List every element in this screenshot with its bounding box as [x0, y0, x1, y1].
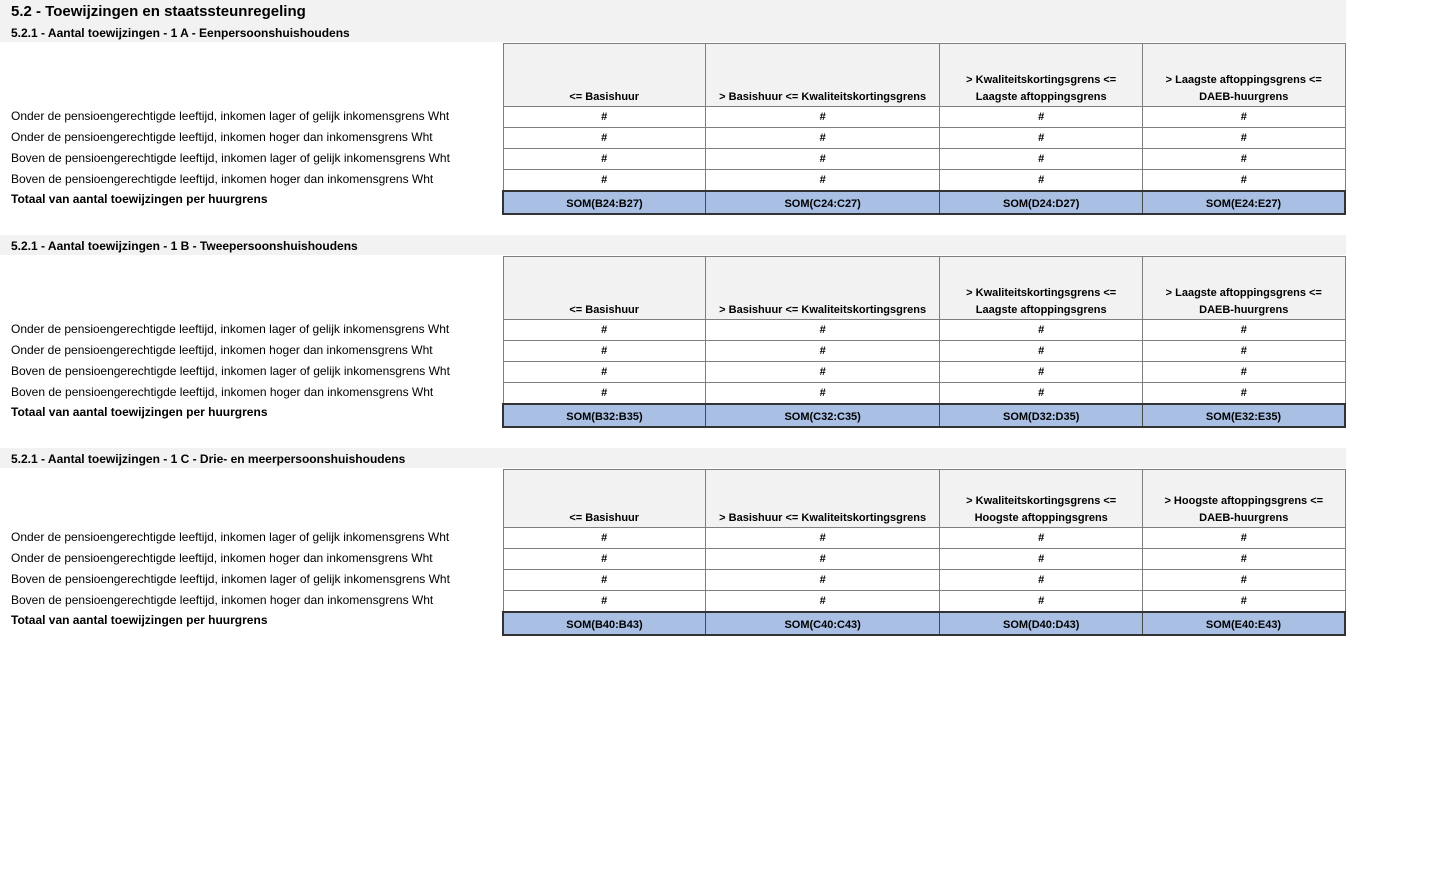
value-cell[interactable]: # [705, 320, 939, 341]
value-cell[interactable]: # [1143, 149, 1345, 170]
header-row [503, 257, 1345, 320]
column-header-line: > Basishuur <= Kwaliteitskortingsgrens [719, 91, 927, 103]
total-cell[interactable]: SOM(D40:D43) [940, 612, 1143, 635]
total-cell[interactable]: SOM(C32:C35) [705, 404, 939, 427]
value-cell[interactable]: # [705, 549, 939, 570]
header-row [503, 470, 1345, 528]
value-cell[interactable]: # [1143, 341, 1345, 362]
column-header [705, 470, 939, 528]
column-header-line: > Kwaliteitskortingsgrens <= [966, 495, 1117, 507]
value-cell[interactable]: # [940, 341, 1143, 362]
column-header [1143, 44, 1345, 107]
column-header [940, 44, 1143, 107]
value-cell[interactable]: # [503, 549, 705, 570]
row-label: Onder de pensioengerechtigde leeftijd, inkomen hoger dan inkomensgrens Wht [11, 343, 433, 357]
table-row [503, 591, 1345, 613]
column-header [1143, 470, 1345, 528]
section-2 [0, 235, 1346, 435]
value-cell[interactable]: # [705, 341, 939, 362]
row-label: Onder de pensioengerechtigde leeftijd, inkomen hoger dan inkomensgrens Wht [11, 551, 433, 565]
section-1 [0, 22, 1346, 222]
value-cell[interactable]: # [1143, 362, 1345, 383]
value-cell[interactable]: # [705, 570, 939, 591]
value-cell[interactable]: # [940, 149, 1143, 170]
value-cell[interactable]: # [1143, 591, 1345, 613]
value-cell[interactable]: # [940, 362, 1143, 383]
total-label: Totaal van aantal toewijzingen per huurgrens [11, 405, 268, 419]
value-cell[interactable]: # [1143, 383, 1345, 405]
table-row [503, 128, 1345, 149]
row-label: Onder de pensioengerechtigde leeftijd, inkomen lager of gelijk inkomensgrens Wht [11, 322, 450, 336]
column-header-line: > Basishuur <= Kwaliteitskortingsgrens [719, 304, 927, 316]
column-header-line: <= Basishuur [569, 512, 640, 524]
column-header [705, 257, 939, 320]
value-cell[interactable]: # [940, 128, 1143, 149]
value-cell[interactable]: # [503, 528, 705, 549]
value-cell[interactable]: # [1143, 570, 1345, 591]
value-cell[interactable]: # [503, 107, 705, 128]
total-cell[interactable]: SOM(C24:C27) [705, 191, 939, 214]
section-title: 5.2.1 - Aantal toewijzingen - 1 B - Tweepersoonshuishoudens [11, 239, 358, 253]
page-title: 5.2 - Toewijzingen en staatssteunregeling [11, 3, 306, 20]
value-cell[interactable]: # [940, 549, 1143, 570]
value-cell[interactable]: # [1143, 549, 1345, 570]
row-label: Boven de pensioengerechtigde leeftijd, inkomen hoger dan inkomensgrens Wht [11, 385, 434, 399]
row-label: Onder de pensioengerechtigde leeftijd, inkomen lager of gelijk inkomensgrens Wht [11, 109, 450, 123]
section-3 [0, 448, 1346, 648]
value-cell[interactable]: # [705, 591, 939, 613]
total-cell[interactable]: SOM(B40:B43) [503, 612, 705, 635]
table-row [503, 362, 1345, 383]
column-header-line: DAEB-huurgrens [1199, 512, 1289, 524]
row-label: Boven de pensioengerechtigde leeftijd, inkomen hoger dan inkomensgrens Wht [11, 593, 434, 607]
row-label: Boven de pensioengerechtigde leeftijd, inkomen hoger dan inkomensgrens Wht [11, 172, 434, 186]
column-header [503, 257, 705, 320]
column-header-line: DAEB-huurgrens [1199, 91, 1289, 103]
value-cell[interactable]: # [503, 570, 705, 591]
row-label: Boven de pensioengerechtigde leeftijd, inkomen lager of gelijk inkomensgrens Wht [11, 364, 450, 378]
value-cell[interactable]: # [705, 528, 939, 549]
value-cell[interactable]: # [940, 107, 1143, 128]
total-cell[interactable]: SOM(B32:B35) [503, 404, 705, 427]
allocation-table [502, 43, 1346, 215]
column-header-line: > Kwaliteitskortingsgrens <= [966, 287, 1117, 299]
total-label: Totaal van aantal toewijzingen per huurgrens [11, 613, 268, 627]
table-row [503, 170, 1345, 192]
value-cell[interactable]: # [1143, 107, 1345, 128]
value-cell[interactable]: # [503, 149, 705, 170]
column-header-line: Laagste aftoppingsgrens [975, 91, 1107, 103]
row-label: Onder de pensioengerechtigde leeftijd, inkomen hoger dan inkomensgrens Wht [11, 130, 433, 144]
value-cell[interactable]: # [705, 128, 939, 149]
column-header [1143, 257, 1345, 320]
table-row [503, 320, 1345, 341]
total-cell[interactable]: SOM(B24:B27) [503, 191, 705, 214]
total-row [503, 191, 1345, 214]
total-row [503, 612, 1345, 635]
total-cell[interactable]: SOM(D24:D27) [940, 191, 1143, 214]
total-cell[interactable]: SOM(E32:E35) [1143, 404, 1345, 427]
row-label: Onder de pensioengerechtigde leeftijd, inkomen lager of gelijk inkomensgrens Wht [11, 530, 450, 544]
table-row [503, 107, 1345, 128]
column-header-line: > Kwaliteitskortingsgrens <= [966, 74, 1117, 86]
column-header-line: > Basishuur <= Kwaliteitskortingsgrens [719, 512, 927, 524]
value-cell[interactable]: # [503, 320, 705, 341]
total-row [503, 404, 1345, 427]
value-cell[interactable]: # [940, 170, 1143, 192]
column-header [705, 44, 939, 107]
value-cell[interactable]: # [940, 320, 1143, 341]
row-label: Boven de pensioengerechtigde leeftijd, inkomen lager of gelijk inkomensgrens Wht [11, 572, 450, 586]
value-cell[interactable]: # [940, 591, 1143, 613]
value-cell[interactable]: # [503, 362, 705, 383]
value-cell[interactable]: # [503, 170, 705, 192]
value-cell[interactable]: # [1143, 170, 1345, 192]
section-title: 5.2.1 - Aantal toewijzingen - 1 A - Eenpersoonshuishoudens [11, 26, 350, 40]
header-row [503, 44, 1345, 107]
value-cell[interactable]: # [1143, 320, 1345, 341]
value-cell[interactable]: # [503, 128, 705, 149]
table-row [503, 341, 1345, 362]
section-title: 5.2.1 - Aantal toewijzingen - 1 C - Drie- en meerpersoonshuishoudens [11, 452, 406, 466]
value-cell[interactable]: # [503, 341, 705, 362]
value-cell[interactable]: # [705, 170, 939, 192]
value-cell[interactable]: # [705, 107, 939, 128]
value-cell[interactable]: # [940, 528, 1143, 549]
total-cell[interactable]: SOM(E40:E43) [1143, 612, 1345, 635]
table-row [503, 570, 1345, 591]
column-header-line: > Laagste aftoppingsgrens <= [1165, 74, 1322, 86]
value-cell[interactable]: # [1143, 528, 1345, 549]
column-header [940, 257, 1143, 320]
value-cell[interactable]: # [503, 383, 705, 405]
row-label: Boven de pensioengerechtigde leeftijd, inkomen lager of gelijk inkomensgrens Wht [11, 151, 450, 165]
table-row [503, 549, 1345, 570]
value-cell[interactable]: # [705, 362, 939, 383]
table-row [503, 383, 1345, 405]
total-cell[interactable]: SOM(E24:E27) [1143, 191, 1345, 214]
column-header [940, 470, 1143, 528]
value-cell[interactable]: # [705, 383, 939, 405]
column-header [503, 44, 705, 107]
allocation-table [502, 469, 1346, 636]
value-cell[interactable]: # [1143, 128, 1345, 149]
column-header-line: > Hoogste aftoppingsgrens <= [1164, 495, 1324, 507]
column-header-line: Hoogste aftoppingsgrens [974, 512, 1108, 524]
allocation-table [502, 256, 1346, 428]
value-cell[interactable]: # [705, 149, 939, 170]
value-cell[interactable]: # [503, 591, 705, 613]
column-header-line: DAEB-huurgrens [1199, 304, 1289, 316]
column-header [503, 470, 705, 528]
column-header-line: <= Basishuur [569, 304, 640, 316]
table-row [503, 528, 1345, 549]
total-cell[interactable]: SOM(D32:D35) [940, 404, 1143, 427]
total-cell[interactable]: SOM(C40:C43) [705, 612, 939, 635]
total-label: Totaal van aantal toewijzingen per huurgrens [11, 192, 268, 206]
column-header-line: > Laagste aftoppingsgrens <= [1165, 287, 1322, 299]
column-header-line: Laagste aftoppingsgrens [975, 304, 1107, 316]
table-row [503, 149, 1345, 170]
column-header-line: <= Basishuur [569, 91, 640, 103]
value-cell[interactable]: # [940, 570, 1143, 591]
value-cell[interactable]: # [940, 383, 1143, 405]
